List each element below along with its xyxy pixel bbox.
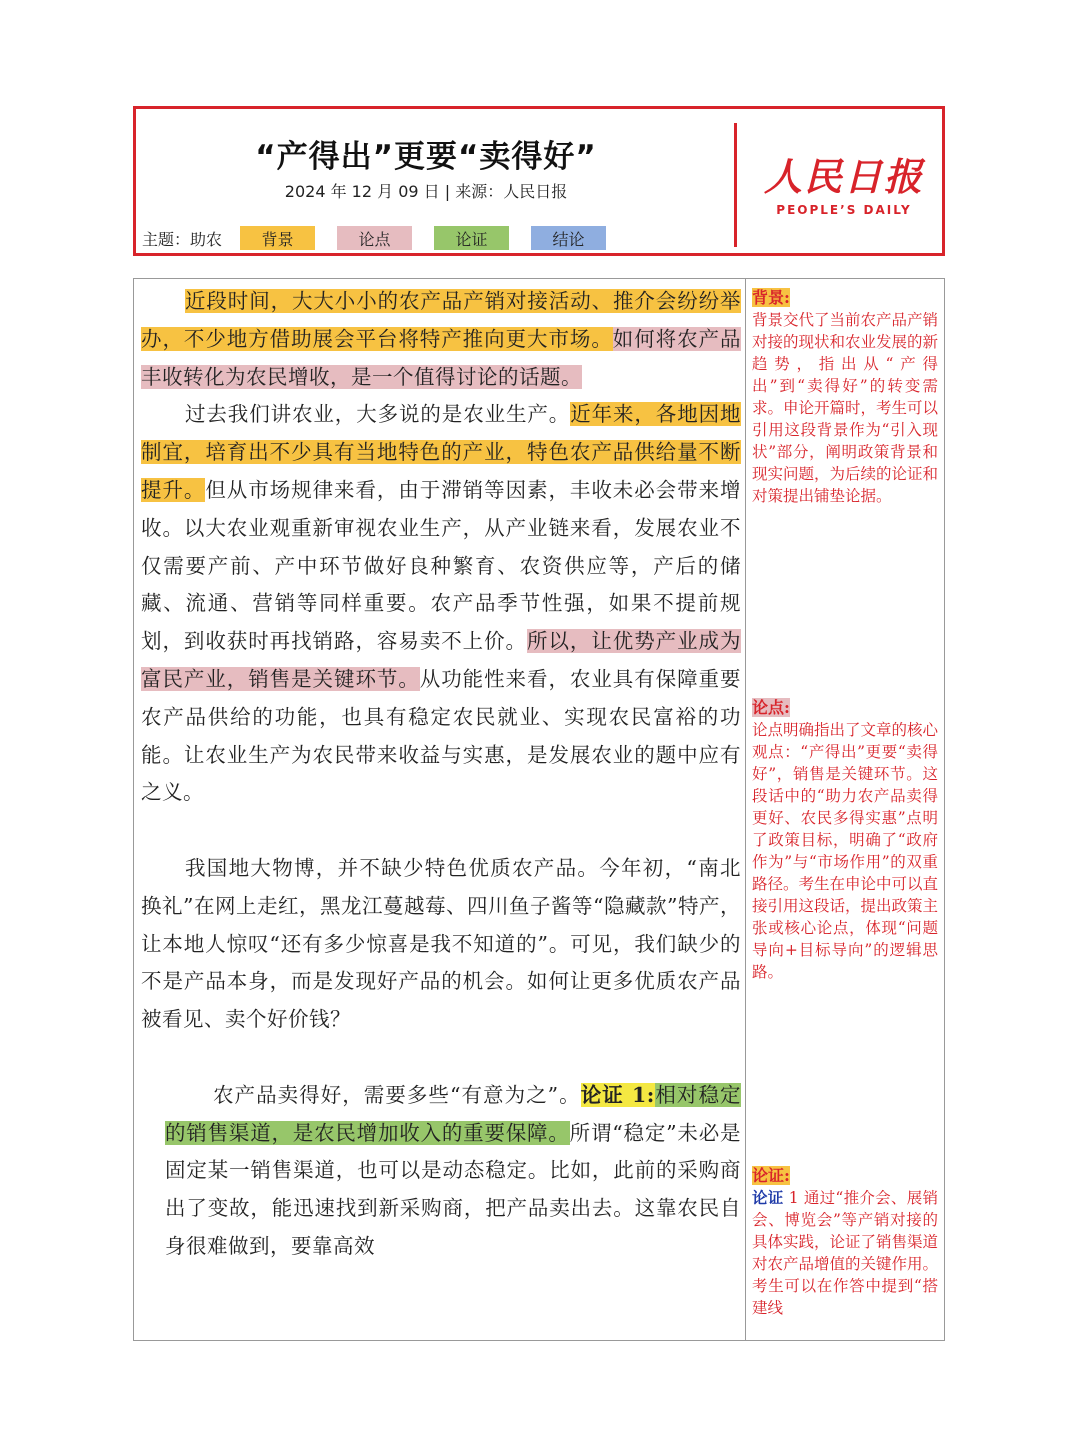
paragraph-2 [141, 396, 741, 812]
highlight-background: 近段时间，大大小小的农产品产销对接活动、推介会纷纷举办，不少地方借助展会平台将特产推向更大市场。 [141, 289, 741, 351]
article-meta: 2024 年 12 月 09 日 | 来源：人民日报 [284, 182, 568, 201]
header-divider [734, 123, 737, 247]
topic-legend-row [142, 225, 628, 251]
highlight-argument: 所以，让优势产业成为富民产业，销售是关键环节。 [141, 629, 741, 691]
paragraph-4 [141, 1077, 741, 1266]
evidence-label: 论证 1: [580, 1082, 655, 1107]
legend-background: 背景 [240, 226, 315, 250]
article-body [141, 283, 741, 1266]
note-background-text: 背景交代了当前农产品产销对接的现状和农业发展的新趋势，指出从“产得出”到“卖得好”的转变需求。申论开篇时，考生可以引用这段背景作为“引入现状”部分，阐明政策背景和现实问题，为后续的论证和对策提出铺垫论据。 [752, 311, 939, 505]
logo-english: PEOPLE’S DAILY [776, 203, 912, 217]
text: 所谓“稳定”未必是固定某一销售渠道，也可以是动态稳定。比如，此前的采购商出了变故，能迅速找到新采购商，把产品卖出去。这靠农民自身很难做到，要靠高效 [165, 1120, 741, 1258]
text: 农产品卖得好，需要多些“有意为之”。 [213, 1082, 581, 1107]
legend-evidence: 论证 [434, 226, 509, 250]
annotated-article-table [133, 278, 945, 1341]
topic-label: 主题：助农 [142, 229, 223, 249]
note-background [752, 287, 938, 507]
peoples-daily-logo [754, 155, 934, 217]
article-header [133, 106, 945, 256]
paragraph-1 [141, 283, 741, 396]
article-title: “产得出”更要“卖得好” [255, 139, 597, 175]
text: 过去我们讲农业，大多说的是农业生产。 [185, 402, 571, 427]
text: 我国地大物博，并不缺少特色优质农产品。今年初，“南北换礼”在网上走红，黑龙江蔓越莓、四川鱼子酱等“隐藏款”特产，让本地人惊叹“还有多少惊喜是我不知道的”。可见，我们缺少的不是产品本身，而是发现好产品的机会。如何让更多优质农产品被看见、卖个好价钱？ [141, 855, 741, 1032]
note-evidence [752, 1165, 938, 1319]
note-argument-label: 论点: [752, 698, 790, 717]
legend-argument: 论点 [337, 226, 412, 250]
legend-conclusion: 结论 [531, 226, 606, 250]
note-argument-text: 论点明确指出了文章的核心观点：“产得出”更要“卖得好”，销售是关键环节。这段话中的“助力农产品卖得更好、农民多得实惠”点明了政策目标，明确了“政府作为”与“市场作用”的双重路径。考生在申论中可以直接引用这段话，提出政策主张或核心论点，体现“问题导向+目标导向”的逻辑思路。 [752, 721, 939, 981]
note-argument [752, 697, 938, 983]
note-evidence-label: 论证: [752, 1166, 790, 1185]
note-background-label: 背景: [752, 288, 790, 307]
text: 但从市场规律来看，由于滞销等因素，丰收未必会带来增收。以大农业观重新审视农业生产，从产业链来看，发展农业不仅需要产前、产中环节做好良种繁育、农资供应等，产后的储藏、流通、营销等同样重要。农产品季节性强，如果不提前规划，到收获时再找销路，容易卖不上价。 [141, 477, 742, 654]
paragraph-3 [141, 850, 741, 1039]
column-separator [745, 279, 746, 1340]
highlight-evidence: 相对稳定的销售渠道，是农民增加收入的重要保障。 [165, 1082, 742, 1145]
note-evidence-prefix: 论证 [752, 1188, 784, 1207]
highlight-argument: 如何将农产品丰收转化为农民增收，是一个值得讨论的话题。 [141, 326, 742, 389]
note-evidence-text: 1 通过“推介会、展销会、博览会”等产销对接的具体实践，论证了销售渠道对农产品增值的关键作用。考生可以在作答中提到“搭建线 [752, 1189, 939, 1317]
text: 从功能性来看，农业具有保障重要农产品供给的功能，也具有稳定农民就业、实现农民富裕的功能。让农业生产为农民带来收益与实惠，是发展农业的题中应有之义。 [141, 666, 742, 805]
logo-chinese: 人民日报 [763, 154, 924, 199]
highlight-background: 近年来，各地因地制宜，培育出不少具有当地特色的产业，特色农产品供给量不断提升。 [141, 402, 742, 502]
